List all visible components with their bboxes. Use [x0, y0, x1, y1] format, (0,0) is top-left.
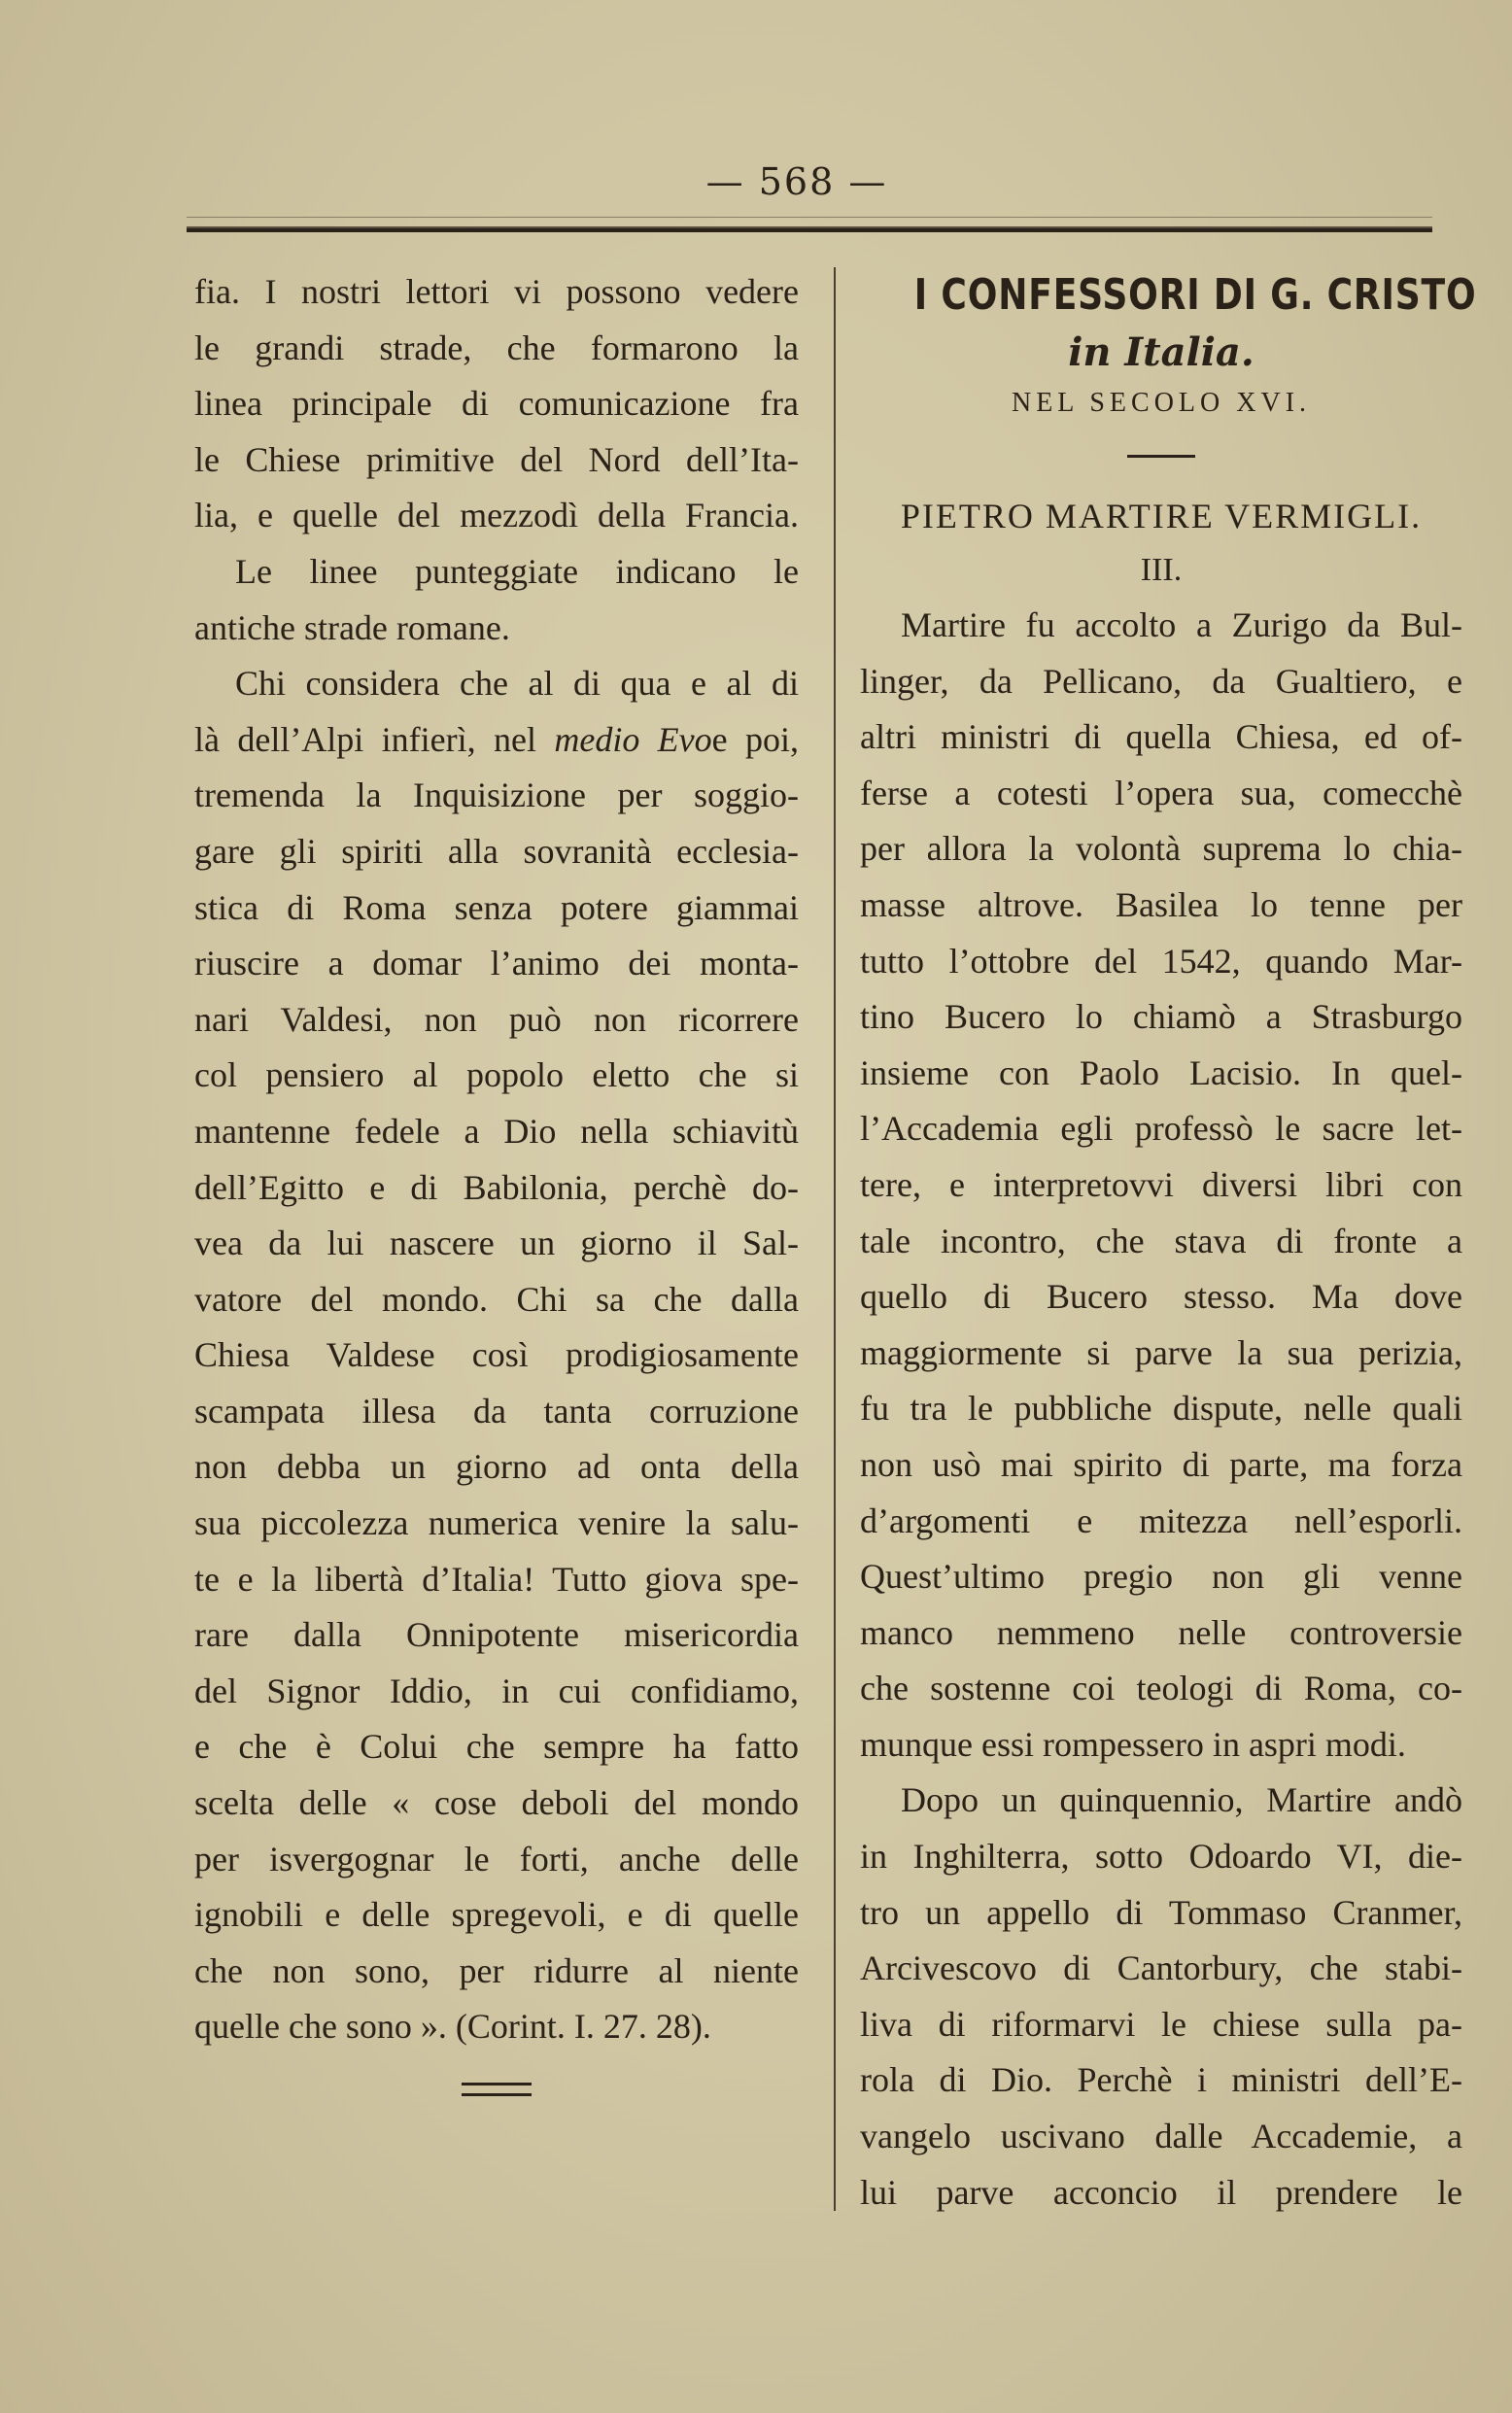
text-line: riuscire a domar l’animo dei monta- — [194, 944, 799, 983]
text-line: lui parve acconcio il prendere le — [860, 2172, 1462, 2212]
text-line: Le linee punteggiate indicano le — [235, 551, 799, 591]
page-number: — 568 — — [705, 160, 888, 203]
text-line: ferse a cotesti l’opera sua, comecchè — [860, 773, 1462, 812]
text-line: Quest’ultimo pregio non gli venne — [860, 1557, 1462, 1597]
text-fragment: e poi, — [711, 719, 799, 759]
column-divider — [834, 267, 836, 2211]
text-line: lia, e quelle del mezzodì della Francia. — [194, 496, 799, 535]
italic-phrase: medio Evo — [554, 719, 712, 759]
text-line: ignobili e delle spregevoli, e di quelle — [194, 1895, 799, 1935]
text-line: sua piccolezza numerica venire la salu- — [194, 1503, 799, 1543]
text-line: dell’Egitto e di Babilonia, perchè do- — [194, 1167, 799, 1207]
text-line: che sostenne coi teologi di Roma, co- — [860, 1669, 1462, 1708]
text-line: vatore del mondo. Chi sa che dalla — [194, 1279, 799, 1319]
text-line: nari Valdesi, non può non ricorrere — [194, 999, 799, 1039]
article-part-number: III. — [1140, 552, 1183, 588]
left-column — [194, 264, 799, 2055]
text-line: e che è Colui che sempre ha fatto — [194, 1727, 799, 1767]
text-line: linger, da Pellicano, da Gualtiero, e — [860, 661, 1462, 701]
section-century: NEL SECOLO XVI. — [1011, 388, 1312, 418]
text-line: Martire fu accolto a Zurigo da Bul- — [901, 605, 1462, 644]
section-title: I CONFESSORI DI G. CRISTO — [913, 270, 1477, 320]
text-line: che non sono, per ridurre al niente — [194, 1950, 799, 1990]
text-line: linea principale di comunicazione fra — [194, 384, 799, 424]
text-line: rola di Dio. Perchè i ministri dell’E- — [860, 2060, 1462, 2100]
text-line: scelta delle « cose deboli del mondo — [194, 1783, 799, 1823]
text-line: Chiesa Valdese così prodigiosamente — [194, 1335, 799, 1375]
text-line: tere, e interpretovvi diversi libri con — [860, 1164, 1462, 1204]
text-line: del Signor Iddio, in cui confidiamo, — [194, 1671, 799, 1710]
article-title: PIETRO MARTIRE VERMIGLI. — [900, 497, 1423, 535]
text-line: vangelo uscivano dalle Accademie, a — [860, 2117, 1462, 2156]
text-line: gare gli spiriti alla sovranità ecclesia- — [194, 831, 799, 871]
text-line: liva di riformarvi le chiese sulla pa- — [860, 2004, 1462, 2044]
text-line: d’argomenti e mitezza nell’esporli. — [860, 1500, 1462, 1540]
text-line: tino Bucero lo chiamò a Strasburgo — [860, 997, 1462, 1037]
text-line: munque essi rompessero in aspri modi. — [860, 1724, 1406, 1764]
text-line: scampata illesa da tanta corruzione — [194, 1391, 799, 1431]
text-line: l’Accademia egli professò le sacre let- — [860, 1109, 1462, 1149]
text-line: stica di Roma senza potere giammai — [194, 887, 799, 927]
section-end-rule — [462, 2083, 532, 2096]
text-line: Dopo un quinquennio, Martire andò — [901, 1780, 1462, 1820]
text-fragment: là dell’Alpi infierì, nel — [194, 719, 555, 759]
text-line: maggiormente si parve la sua perizia, — [860, 1332, 1462, 1372]
text-line: non debba un giorno ad onta della — [194, 1447, 799, 1487]
title-rule — [1127, 455, 1195, 458]
text-line: insieme con Paolo Lacisio. In quel- — [860, 1052, 1462, 1092]
text-line: tale incontro, che stava di fronte a — [860, 1221, 1462, 1260]
text-line: per isvergognar le forti, anche delle — [194, 1839, 799, 1879]
right-column — [860, 264, 1477, 2221]
text-line: le Chiese primitive del Nord dell’Ita- — [194, 439, 799, 479]
text-line: fu tra le pubbliche dispute, nelle quali — [860, 1389, 1462, 1429]
text-line: fia. I nostri lettori vi possono vedere — [194, 272, 799, 311]
text-line: tremenda la Inquisizione per soggio- — [194, 776, 799, 815]
text-line: altri ministri di quella Chiesa, ed of- — [860, 717, 1462, 757]
text-line: mantenne fedele a Dio nella schiavitù — [194, 1111, 799, 1151]
text-line: manco nemmeno nelle controversie — [860, 1612, 1462, 1652]
text-line: tutto l’ottobre del 1542, quando Mar- — [860, 941, 1462, 981]
text-line: rare dalla Onnipotente misericordia — [194, 1615, 799, 1655]
text-line: antiche strade romane. — [194, 607, 510, 647]
text-line: tro un appello di Tommaso Cranmer, — [860, 1892, 1462, 1932]
header-rule — [187, 226, 1432, 232]
text-line: non usò mai spirito di parte, ma forza — [860, 1444, 1462, 1484]
text-line: vea da lui nascere un giorno il Sal- — [194, 1224, 799, 1263]
text-line: quelle che sono ». (Corint. I. 27. 28). — [194, 2007, 711, 2047]
text-line: quello di Bucero stesso. Ma dove — [860, 1277, 1462, 1317]
section-subtitle: in Italia. — [1068, 329, 1254, 375]
text-line: masse altrove. Basilea lo tenne per — [860, 884, 1462, 924]
text-line-with-italic — [194, 712, 799, 769]
text-line: Chi considera che al di qua e al di — [235, 664, 799, 704]
text-line: le grandi strade, che formarono la — [194, 327, 799, 367]
text-line: Arcivescovo di Cantorbury, che stabi- — [860, 1948, 1462, 1988]
text-line: in Inghilterra, sotto Odoardo VI, die- — [860, 1837, 1462, 1877]
text-line: per allora la volontà suprema lo chia- — [860, 829, 1462, 869]
text-line: te e la libertà d’Italia! Tutto giova spe- — [194, 1559, 799, 1599]
text-line: col pensiero al popolo eletto che si — [194, 1055, 799, 1095]
header-rule-thin — [187, 217, 1432, 218]
